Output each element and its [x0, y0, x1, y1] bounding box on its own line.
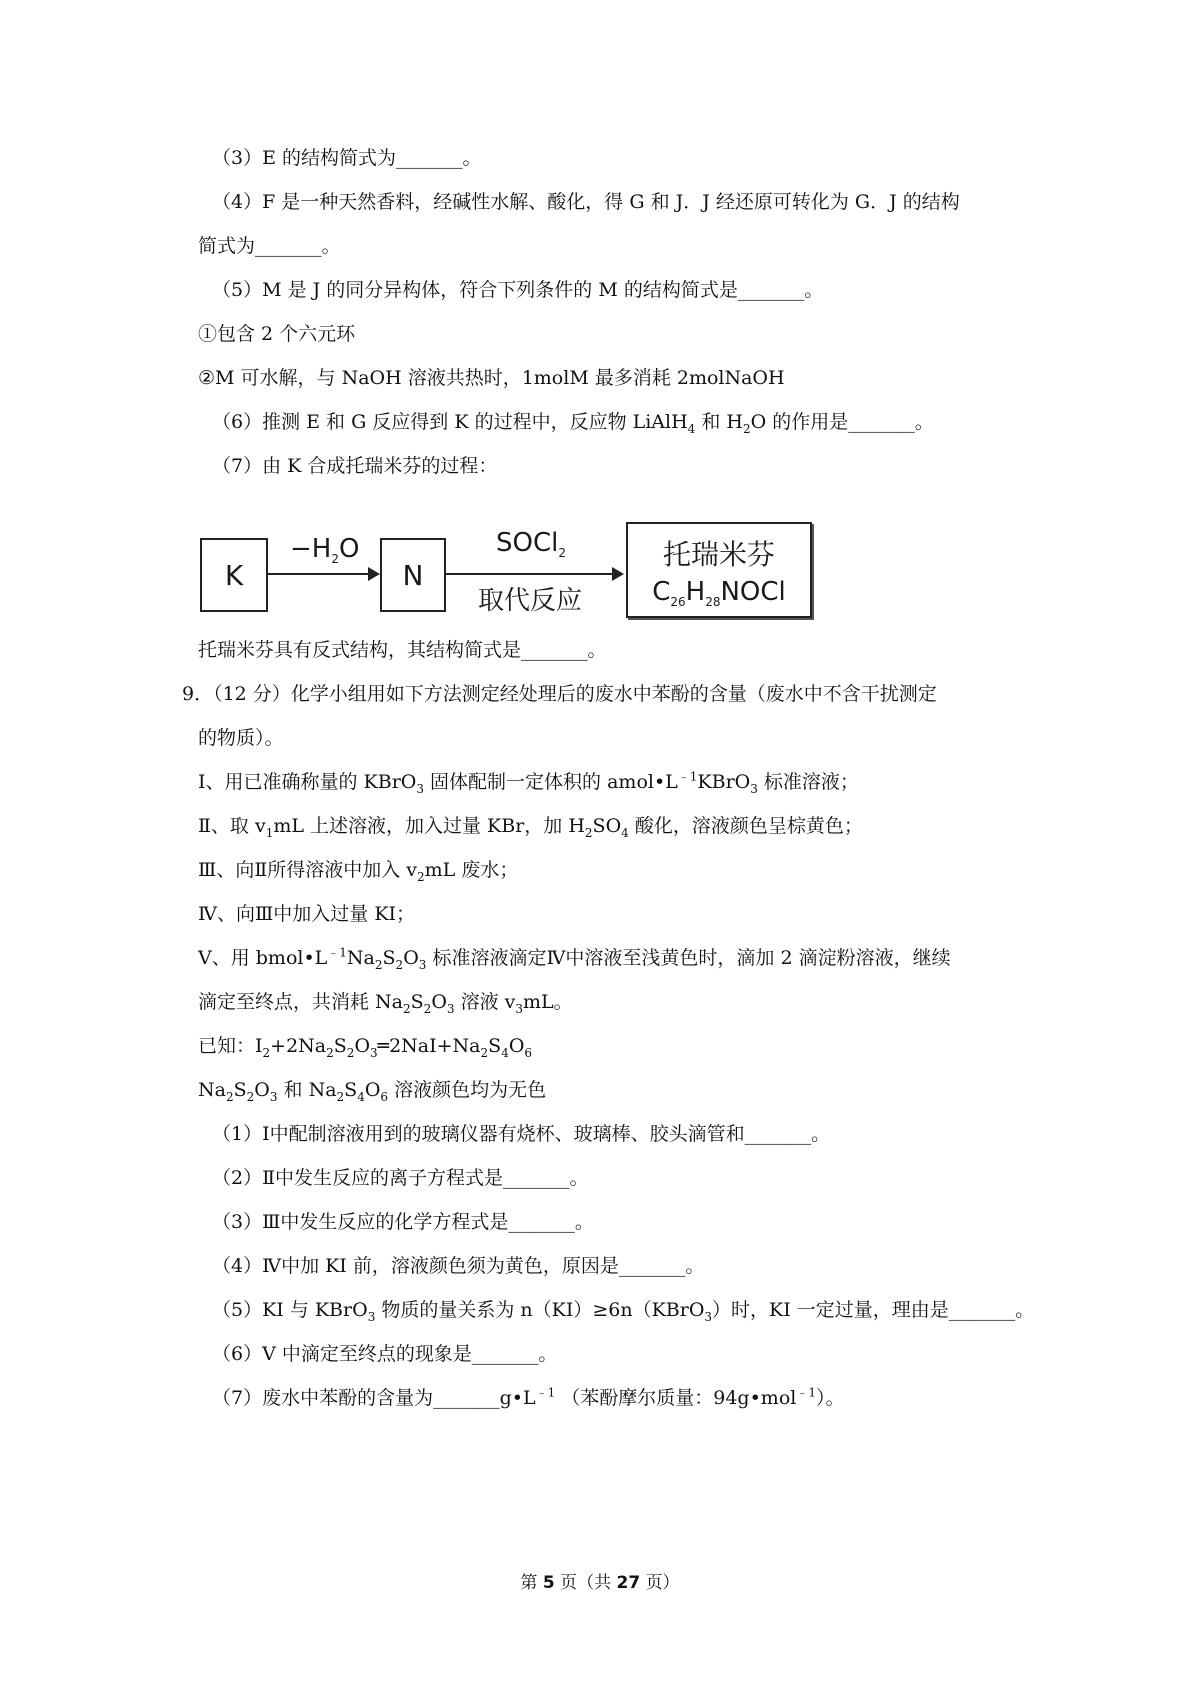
step-5-line1: Ⅴ、用 $bmol•L^{﹣1}Na_2S_2O_3$ 标准溶液滴定Ⅳ中溶液至浅黄色时，滴加 2 滴淀粉溶液，继续: [198, 945, 951, 972]
footer-page-number: 5: [542, 1573, 555, 1593]
question-8-3: （3）E 的结构简式为_______。: [212, 147, 482, 169]
question-9-4: （4）Ⅳ中加 KI 前，溶液颜色须为黄色，原因是_______。: [212, 1255, 705, 1277]
question-8-5: （5）M 是 J 的同分异构体，符合下列条件的 M 的结构简式是_______。: [212, 279, 824, 301]
question-9-2: （2）Ⅱ中发生反应的离子方程式是_______。: [212, 1167, 589, 1189]
question-9-3: （3）Ⅲ中发生反应的化学方程式是_______。: [212, 1211, 594, 1233]
compound-n-box: [380, 538, 446, 612]
page-footer: [0, 1572, 1200, 1594]
question-9-stem-line1: 9．（12 分）化学小组用如下方法测定经处理后的废水中苯酚的含量（废水中不含干扰测定: [182, 683, 937, 705]
product-name: 托瑞米芬: [662, 538, 775, 571]
dehydration-label: $-H_2O$: [290, 534, 360, 567]
question-9-6: （6）V 中滴定至终点的现象是_______。: [212, 1343, 558, 1365]
question-9-1: （1）Ⅰ中配制溶液用到的玻璃仪器有烧杯、玻璃棒、胶头滴管和_______。: [212, 1123, 831, 1145]
arrow-n-to-product: [444, 573, 622, 575]
compound-n-label: N: [402, 558, 424, 592]
condition-2: ②M 可水解，与 NaOH 溶液共热时，1molM 最多消耗 2molNaOH: [198, 367, 785, 389]
question-8-7: （7）由 K 合成托瑞米芬的过程：: [212, 455, 498, 477]
question-8-4-line1: （4）F 是一种天然香料，经碱性水解、酸化，得 G 和 J．J 经还原可转化为 G．J 的结构: [212, 191, 960, 213]
question-9-5: （5）KI 与 KBrO$_3$ 物质的量关系为 n（KI）≥6n（KBrO$_3$）时，KI 一定过量，理由是_______。: [212, 1299, 1035, 1324]
condition-1: ①包含 2 个六元环: [198, 323, 356, 345]
arrow-k-to-n: [266, 573, 378, 575]
known-colorless: $Na_2S_2O_3$ 和 $Na_2S_4O_6$ 溶液颜色均为无色: [198, 1079, 547, 1104]
known-equation: 已知：$I_2+2Na_2S_2O_3═2NaI+Na_2S_4O_6$: [198, 1035, 533, 1060]
step-4: Ⅳ、向Ⅲ中加入过量 KI；: [198, 903, 416, 925]
footer-prefix: 第: [520, 1573, 538, 1593]
step-2: Ⅱ、取 $v_1mL$ 上述溶液，加入过量 KBr，加 $H_2SO_4$ 酸化，溶液颜色呈棕黄色；: [198, 815, 863, 840]
product-formula: $C_{26}H_{28}NOCl$: [652, 577, 786, 610]
footer-total-pages: 27: [616, 1573, 641, 1593]
step-1: Ⅰ、用已准确称量的 KBrO$_3$ 固体配制一定体积的 $amol•L^{﹣1}KBrO_3$ 标准溶液；: [198, 769, 859, 796]
compound-k-box: [200, 538, 268, 612]
footer-suffix: 页）: [645, 1573, 680, 1593]
product-box: [626, 522, 812, 618]
reaction-type-label: 取代反应: [478, 586, 583, 616]
step-5-line2: 滴定至终点，共消耗 $Na_2S_2O_3$ 溶液 $v_3mL$。: [198, 991, 573, 1016]
question-8-7-answer: 托瑞米芬具有反式结构，其结构简式是_______。: [198, 639, 607, 661]
question-9-stem-line2: 的物质）。: [198, 727, 284, 749]
question-9-7: （7）废水中苯酚的含量为$\_\_\_\_\_\_\_g•L^{﹣1}$ （苯酚摩尔质量：94g•mol$^{﹣1}$）。: [212, 1385, 845, 1409]
reagent-label: SOCl$_2$: [496, 528, 566, 561]
question-8-6: （6）推测 E 和 G 反应得到 K 的过程中，反应物 LiAlH$_4$ 和 $H_2O$ 的作用是_______。: [212, 411, 934, 436]
question-8-4-line2: 简式为_______。: [198, 235, 341, 257]
footer-middle: 页（共: [560, 1573, 612, 1593]
compound-k-label: K: [224, 558, 244, 592]
step-3: Ⅲ、向Ⅱ所得溶液中加入 $v_2mL$ 废水；: [198, 859, 519, 884]
